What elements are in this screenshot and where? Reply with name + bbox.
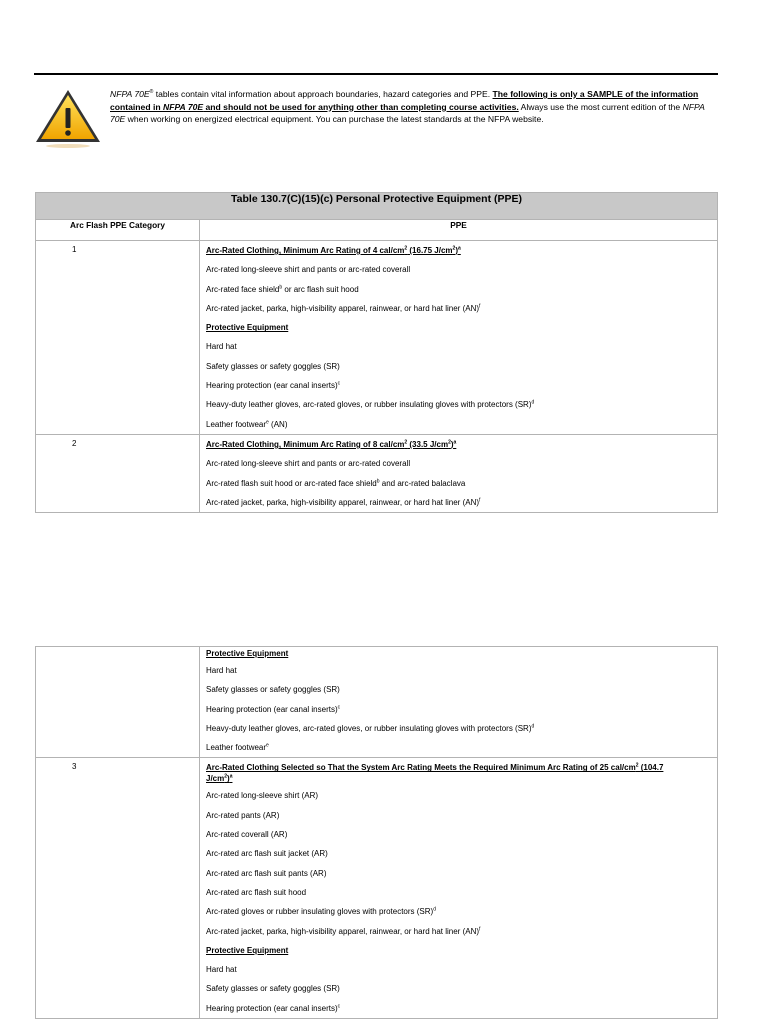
ppe-cell <box>200 647 718 758</box>
list-item: Hard hat <box>206 342 237 352</box>
section-heading: Arc-Rated Clothing Selected so That the System Arc Rating Meets the Required Minimum Arc Rating of 25 cal/$cm^2$ (104.7 $J/cm^2)^a$ <box>206 762 664 784</box>
list-item: Arc-rated jacket, parka, high-visibility apparel, rainwear, or hard hat liner (AN)$^f$ <box>206 925 481 936</box>
section-heading: Arc-Rated Clothing, Minimum Arc Rating of 4 cal/$cm^2$ (16.75 $J/cm^2)^a$ <box>206 245 461 255</box>
category-cell: 2 <box>36 434 200 512</box>
table-header-row <box>36 220 718 241</box>
list-item: Arc-rated arc flash suit pants (AR) <box>206 868 327 878</box>
table-row <box>36 647 718 758</box>
list-item: Arc-rated long-sleeve shirt and pants or arc-rated coverall <box>206 459 411 469</box>
list-item: Arc-rated long-sleeve shirt and pants or arc-rated coverall <box>206 265 411 275</box>
table-row <box>36 434 718 512</box>
category-cell-empty <box>36 647 200 758</box>
ppe-table <box>35 192 718 513</box>
list-item: Safety glasses or safety goggles (SR) <box>206 984 340 994</box>
list-item: Arc-rated gloves or rubber insulating gloves with protectors (SR)$^d$ <box>206 906 436 917</box>
ppe-cell <box>200 758 718 1019</box>
list-item: Heavy-duty leather gloves, arc-rated gloves, or rubber insulating gloves with protectors (SR)$^d$ <box>206 723 535 733</box>
list-item: Arc-rated jacket, parka, high-visibility apparel, rainwear, or hard hat liner (AN)$^f$ <box>206 303 481 313</box>
header-category: Arc Flash PPE Category <box>36 220 200 241</box>
category-cell: 3 <box>36 758 200 1019</box>
table-row <box>36 241 718 435</box>
section-heading: Protective Equipment <box>206 945 289 955</box>
top-rule <box>34 73 718 75</box>
ppe-table-continued <box>35 646 718 1019</box>
notice-advice-a: Always use the most current edition of the <box>518 101 683 112</box>
warning-icon <box>34 88 102 148</box>
notice-intro: tables contain vital information about approach boundaries, hazard categories and PPE. <box>153 89 493 99</box>
list-item: Leather footwear$^e$ (AN) <box>206 419 288 429</box>
list-item: Hearing protection (ear canal inserts)$^c$ <box>206 1003 341 1013</box>
section-heading: Arc-Rated Clothing, Minimum Arc Rating of 8 cal/$cm^2$ (33.5 $J/cm^2)^a$ <box>206 439 457 449</box>
notice-advice-b: when working on energized electrical equipment. You can purchase the latest standards at the NFPA website. <box>125 114 544 124</box>
list-item: Heavy-duty leather gloves, arc-rated gloves, or rubber insulating gloves with protectors (SR)$^d$ <box>206 399 535 410</box>
list-item: Arc-rated coverall (AR) <box>206 830 288 840</box>
list-item: Hearing protection (ear canal inserts)$^c$ <box>206 380 341 391</box>
list-item: Arc-rated face shield$^b$ or arc flash suit hood <box>206 283 359 294</box>
notice-advice-italic: NFPA 70E <box>110 101 705 124</box>
notice-registered-mark: ® <box>149 89 154 96</box>
ppe-cell <box>200 241 718 435</box>
notice-standard-name: NFPA 70E <box>110 89 150 99</box>
section-heading: Protective Equipment <box>206 323 289 333</box>
ppe-cell <box>200 434 718 512</box>
table-caption: Table 130.7(C)(15)(c) Personal Protective Equipment (PPE) <box>36 193 718 220</box>
notice-disclaimer-a: The following is only a SAMPLE of the information contained in <box>110 89 699 112</box>
list-item: Safety glasses or safety goggles (SR) <box>206 685 340 695</box>
list-item: Arc-rated pants (AR) <box>206 810 280 820</box>
list-item: Safety glasses or safety goggles (SR) <box>206 361 340 371</box>
list-item: Hearing protection (ear canal inserts)$^c$ <box>206 703 341 714</box>
list-item: Hard hat <box>206 666 237 675</box>
list-item: Leather footwear$^e$ <box>206 742 269 753</box>
header-ppe: PPE <box>200 220 718 241</box>
table-row <box>36 758 718 1019</box>
notice-paragraph <box>110 88 710 126</box>
list-item: Hard hat <box>206 965 237 975</box>
category-cell: 1 <box>36 241 200 435</box>
list-item: Arc-rated jacket, parka, high-visibility apparel, rainwear, or hard hat liner (AN)$^f$ <box>206 497 481 507</box>
list-item: Arc-rated arc flash suit hood <box>206 887 307 897</box>
list-item: Arc-rated arc flash suit jacket (AR) <box>206 849 328 859</box>
list-item: Arc-rated flash suit hood or arc-rated face shield$^b$ and arc-rated balaclava <box>206 477 466 488</box>
section-heading: Protective Equipment <box>206 649 289 658</box>
table-caption-row <box>36 193 718 220</box>
list-item: Arc-rated long-sleeve shirt (AR) <box>206 791 319 801</box>
notice-disclaimer-italic: NFPA 70E <box>163 101 204 112</box>
notice-disclaimer-b: and should not be used for anything other than completing course activities. <box>203 101 519 112</box>
